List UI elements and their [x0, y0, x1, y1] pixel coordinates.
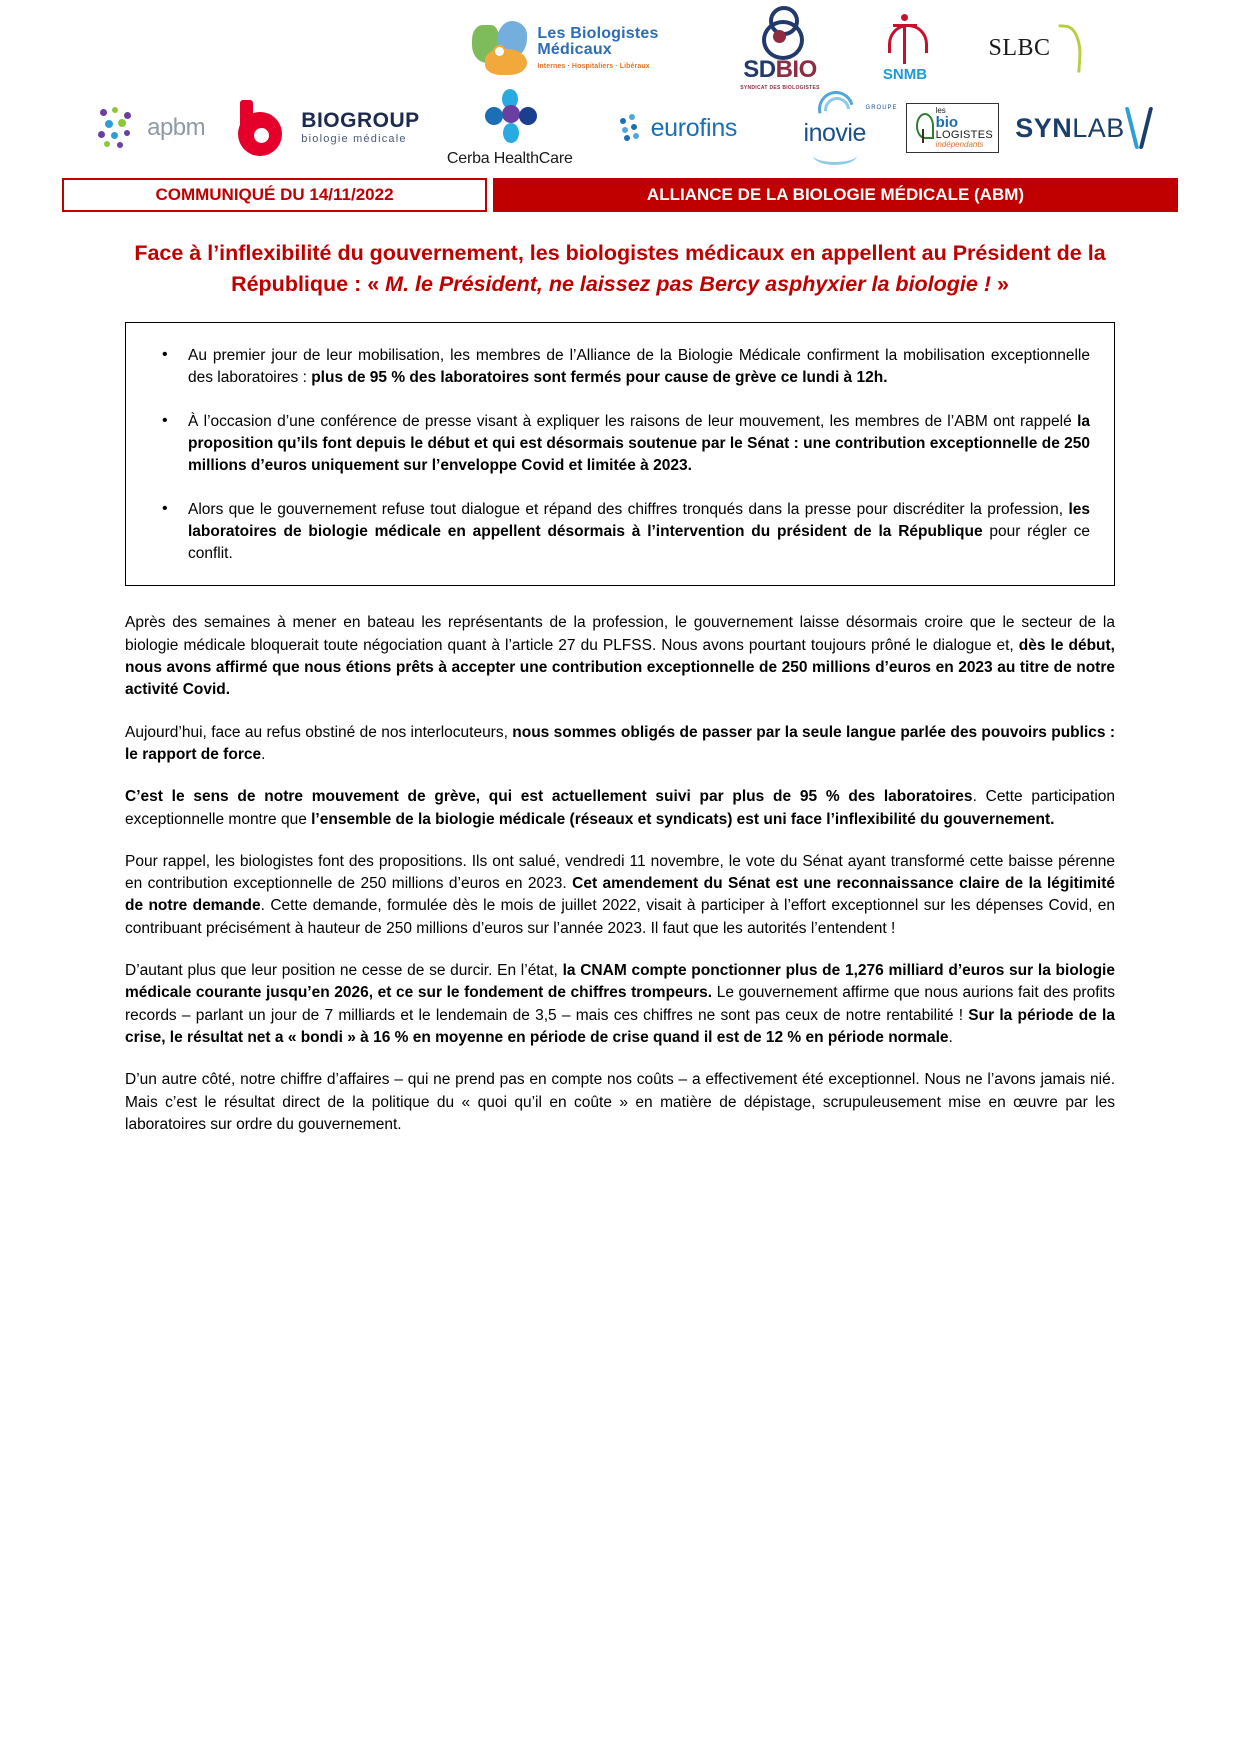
- title-part-2-italic: M. le Président, ne laissez pas Bercy asphyxier la biologie !: [385, 272, 991, 297]
- cerba-wordmark: Cerba HealthCare: [446, 149, 573, 167]
- logo-les-biologistes-medicaux: [415, 19, 715, 77]
- body-paragraph: [125, 612, 1115, 701]
- body-paragraph: [125, 960, 1115, 1049]
- text-run-bold: la proposition qu’ils font depuis le début et qui est désormais soutenue par le Sénat : une contribution exceptionnelle de 250 millions d’euros uniquement sur l’enveloppe Covid et limitée à 2023.: [188, 413, 1090, 475]
- text-run: D’autant plus que leur position ne cesse de se durcir. En l’état,: [125, 962, 563, 980]
- banner-date-label: COMMUNIQUÉ DU 14/11/2022: [62, 178, 487, 212]
- logo-row-top: [70, 8, 1240, 91]
- biolog-text-logistes: LOGISTES: [935, 129, 993, 141]
- logo-les-bio-logistes-independants: [906, 103, 999, 153]
- biolog-text-les: les: [935, 106, 946, 115]
- snmb-icon: [883, 14, 927, 66]
- text-run-bold: Cet amendement du Sénat est une reconnaissance claire de la légitimité de notre demande: [125, 875, 1115, 915]
- text-run: Au premier jour de leur mobilisation, les membres de l’Alliance de la Biologie Médicale confirment la mobilisation exceptionnelle des laboratoires :: [188, 347, 1090, 387]
- synlab-lab: LAB: [1072, 112, 1125, 143]
- key-point-item: [188, 411, 1090, 477]
- logo-text-line1: Les Biologistes: [537, 24, 659, 42]
- text-run: Aujourd’hui, face au refus obstiné de nos interlocuteurs,: [125, 723, 513, 741]
- sdbio-sd: SD: [743, 55, 776, 83]
- biogroup-subtitle: biologie médicale: [301, 133, 407, 146]
- cerba-icon: [479, 89, 541, 149]
- key-points-box: [125, 322, 1115, 586]
- inovie-wordmark: inovie: [803, 119, 866, 147]
- body-paragraph: [125, 786, 1115, 831]
- sdbio-icon: [757, 6, 803, 54]
- synlab-checkmark-icon: [1128, 107, 1154, 149]
- biolog-text-bio: bio: [935, 114, 959, 131]
- sdbio-wordmark: [743, 56, 817, 84]
- logo-sdbio: [715, 6, 845, 91]
- key-points-list: [144, 345, 1096, 565]
- les-biologistes-medicaux-icon: [471, 19, 529, 77]
- text-run: .: [261, 745, 266, 763]
- page-title: [120, 238, 1120, 300]
- text-run-bold: plus de 95 % des laboratoires sont fermés pour cause de grève ce lundi à 12h.: [311, 369, 888, 387]
- partner-logo-strip: [0, 0, 1240, 167]
- text-run: . Cette demande, formulée dès le mois de juillet 2022, visait à participer à l’effort exceptionnel sur les dépenses Covid, en contribuant précisément à hauteur de 250 millions d’euros sur l’année 2023. Il faut que les autorités l’entendent !: [125, 897, 1116, 937]
- key-point-item: [188, 499, 1090, 565]
- biogroup-wordmark: BIOGROUP: [301, 109, 420, 133]
- text-run: D’un autre côté, notre chiffre d’affaires – qui ne prend pas en compte nos coûts – a effectivement été exceptionnel. Nous ne l’avons jamais nié. Mais c’est le résultat direct de la politique du « quoi qu’il en coûte » en matière de dépistage, scrupuleusement mise en œuvre par les laboratoires sur ordre du gouvernement.: [125, 1071, 1115, 1133]
- logo-eurofins: [593, 114, 764, 143]
- text-run-bold: l’ensemble de la biologie médicale (réseaux et syndicats) est uni face l’inflexibilité du gouvernement.: [311, 810, 1055, 828]
- logo-row-bottom: [70, 92, 1170, 167]
- synlab-wordmark: [1015, 113, 1125, 144]
- title-part-1: Face à l’inflexibilité du gouvernement, les biologistes médicaux en appellent au Président de la République : «: [134, 241, 1106, 297]
- text-run: . Cette participation exceptionnelle montre que: [125, 788, 1116, 828]
- text-run-bold: les laboratoires de biologie médicale en appellent désormais à l’intervention du président de la République: [188, 501, 1090, 541]
- body-copy: [125, 612, 1115, 1136]
- banner-organization-label: ALLIANCE DE LA BIOLOGIE MÉDICALE (ABM): [493, 178, 1178, 212]
- logo-tagline: Internes · Hospitaliers · Libéraux: [537, 63, 650, 71]
- text-run: .: [948, 1029, 953, 1047]
- apbm-icon: [96, 105, 142, 151]
- logo-apbm: [70, 105, 231, 151]
- logo-synlab: [999, 107, 1170, 149]
- logo-slbc: [965, 25, 1105, 72]
- logo-biogroup: [231, 100, 426, 156]
- text-run-bold: la CNAM compte ponctionner plus de 1,276 milliard d’euros sur la biologie médicale courante jusqu’en 2026, et ce sur le fondement de chiffres trompeurs.: [125, 962, 1115, 1002]
- communique-banner: [62, 178, 1178, 212]
- logo-inovie: [764, 91, 906, 165]
- slbc-leaf-icon: [1055, 24, 1083, 73]
- biogroup-icon: [238, 100, 294, 156]
- snmb-wordmark: SNMB: [882, 65, 928, 83]
- logo-snmb: [845, 14, 965, 83]
- key-point-item: [188, 345, 1090, 389]
- text-run: Pour rappel, les biologistes font des propositions. Ils ont salué, vendredi 11 novembre, le vote du Sénat ayant transformé cette baisse pérenne en contribution exceptionnelle de 250 millions d’euros en 2023.: [125, 852, 1115, 893]
- eurofins-icon: [620, 114, 646, 142]
- text-run: Après des semaines à mener en bateau les représentants de la profession, le gouvernement laisse désormais croire que le secteur de la biologie médicale bloquerait toute négociation quant à l’article 27 du PLFSS. Nous avons pourtant toujours prôné le dialogue et,: [125, 614, 1115, 654]
- apbm-wordmark: apbm: [147, 114, 206, 141]
- inovie-icon: [810, 91, 860, 119]
- slbc-wordmark: SLBC: [988, 34, 1051, 61]
- text-run: Le gouvernement affirme que nous aurions fait des profits records – parlant un jour de 7 milliards et le lendemain de 3,5 – mais ces chiffres ne sont pas ceux de notre rentabilité !: [125, 984, 1115, 1024]
- eurofins-wordmark: eurofins: [650, 113, 738, 142]
- sdbio-bio: BIO: [775, 55, 817, 83]
- bio-logistes-icon: [912, 111, 934, 145]
- biolog-text-independants: indépendants: [935, 140, 984, 149]
- logo-cerba-healthcare: [427, 89, 593, 168]
- body-paragraph: [125, 722, 1115, 767]
- body-paragraph: [125, 1069, 1115, 1136]
- text-run: Alors que le gouvernement refuse tout dialogue et répand des chiffres tronqués dans la presse pour discréditer la profession,: [188, 501, 1069, 519]
- text-run-bold: Sur la période de la crise, le résultat net a « bondi » à 16 % en moyenne en période de crise quand il est de 12 % en période normale: [125, 1006, 1115, 1047]
- inovie-underline-icon: [813, 146, 857, 165]
- text-run-bold: C’est le sens de notre mouvement de grève, qui est actuellement suivi par plus de 95 % des laboratoires: [125, 788, 973, 806]
- text-run-bold: dès le début, nous avons affirmé que nous étions prêts à accepter une contribution exceptionnelle de 250 millions d’euros en 2023 au titre de notre activité Covid.: [125, 636, 1115, 699]
- sdbio-subtitle: SYNDICAT DES BIOLOGISTES: [740, 84, 820, 91]
- body-paragraph: [125, 851, 1115, 940]
- inovie-kicker: GROUPE: [865, 105, 898, 111]
- logo-text-line2: Médicaux: [537, 41, 612, 59]
- text-run: À l’occasion d’une conférence de presse visant à expliquer les raisons de leur mouvement, les membres de l’ABM ont rappelé: [188, 413, 1078, 431]
- text-run: pour régler ce conflit.: [188, 523, 1090, 563]
- synlab-syn: SYN: [1015, 112, 1073, 143]
- text-run-bold: nous sommes obligés de passer par la seule langue parlée des pouvoirs publics : le rapport de force: [125, 723, 1116, 763]
- title-part-3: »: [990, 272, 1009, 297]
